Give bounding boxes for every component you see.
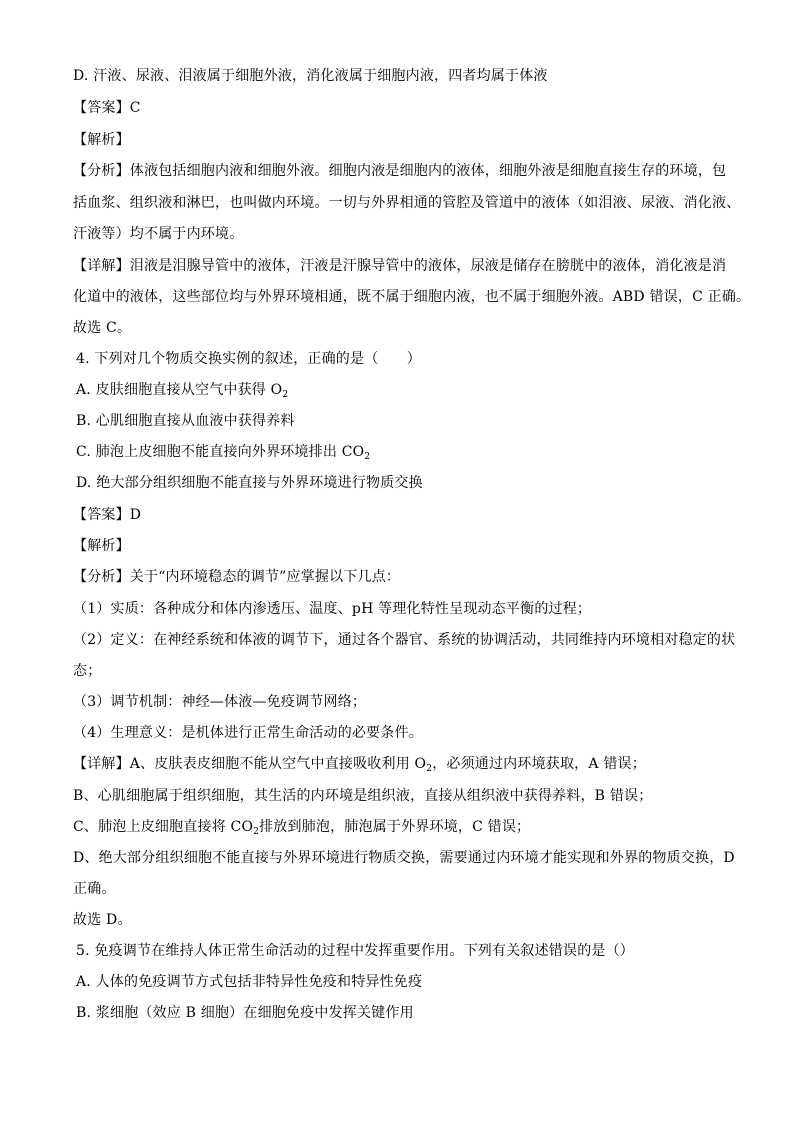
analysis-heading: 【解析】: [73, 132, 130, 148]
analysis-point-2: （2）定义：在神经系统和体液的调节下，通过各个器官、系统的协调活动，共同维持内环境相对稳定的状: [73, 632, 736, 648]
analysis-point-2-cont: 态；: [73, 663, 102, 679]
subscript: 2: [282, 390, 289, 400]
detail-text-head: 【详解】A、皮肤表皮细胞不能从空气中直接吸收利用 O: [73, 756, 427, 772]
option-d-line: D. 绝大部分组织细胞不能直接与外界环境进行物质交换: [76, 475, 423, 491]
answer-label: 【答案】C: [73, 100, 141, 116]
option-text: A. 皮肤细胞直接从空气中获得 O: [76, 382, 283, 398]
detail-text: D、绝大部分组织细胞不能直接与外界环境进行物质交换，需要通过内环境才能实现和外界的物质交换，D: [73, 850, 735, 866]
option-c-line: [76, 443, 726, 461]
analysis-text: 【分析】关于“内环境稳态的调节”应掌握以下几点：: [73, 569, 401, 585]
detail-text-head: C、肺泡上皮细胞直接将 CO: [73, 819, 254, 835]
detail-text-tail: 排放到肺泡，肺泡属于外界环境，C 错误；: [259, 819, 531, 835]
answer-label: 【答案】D: [73, 507, 142, 523]
analysis-point-3: （3）调节机制：神经—体液—免疫调节网络；: [73, 694, 367, 710]
analysis-heading: 【解析】: [73, 538, 130, 554]
question-4-stem: 4. 下列对几个物质交换实例的叙述，正确的是（ ）: [76, 351, 422, 367]
detail-text: [73, 818, 723, 836]
analysis-point-4: （4）生理意义：是机体进行正常生命活动的必要条件。: [73, 725, 423, 741]
detail-text: 正确。: [73, 881, 116, 897]
analysis-text: 【分析】体液包括细胞内液和细胞外液。细胞内液是细胞内的液体，细胞外液是细胞直接生存的环境，包: [73, 163, 727, 179]
conclusion-text: 故选 C。: [73, 320, 132, 336]
detail-text-tail: ，必须通过内环境获取，A 错误；: [432, 756, 646, 772]
detail-text: 化道中的液体，这些部位均与外界环境相通，既不属于细胞内液，也不属于细胞外液。ABD 错误，C 正确。: [73, 289, 751, 305]
subscript: 2: [426, 764, 433, 774]
option-d-line: D. 汗液、尿液、泪液属于细胞外液，消化液属于细胞内液，四者均属于体液: [73, 68, 548, 84]
analysis-text: 汗液等）均不属于内环境。: [73, 226, 244, 242]
option-a-line: A. 人体的免疫调节方式包括非特异性免疫和特异性免疫: [76, 974, 423, 990]
detail-text: 【详解】泪液是泪腺导管中的液体，汗液是汗腺导管中的液体，尿液是储存在膀胱中的液体，消化液是消: [73, 258, 727, 274]
detail-text: B、心肌细胞属于组织细胞，其生活的内环境是组织液，直接从组织液中获得养料，B 错误；: [73, 788, 653, 804]
option-a-line: [76, 381, 726, 399]
subscript: 2: [364, 452, 371, 462]
analysis-point-1: （1）实质：各种成分和体内渗透压、温度、pH 等理化特性呈现动态平衡的过程；: [73, 601, 592, 617]
option-b-line: B. 浆细胞（效应 B 细胞）在细胞免疫中发挥关键作用: [76, 1005, 414, 1021]
subscript: 2: [253, 827, 260, 837]
conclusion-text: 故选 D。: [73, 912, 132, 928]
question-5-stem: 5. 免疫调节在维持人体正常生命活动的过程中发挥重要作用。下列有关叙述错误的是（）: [76, 943, 635, 959]
option-text: C. 肺泡上皮细胞不能直接向外界环境排出 CO: [76, 444, 365, 460]
option-b-line: B. 心肌细胞直接从血液中获得养料: [76, 413, 295, 429]
detail-text: [73, 755, 723, 773]
analysis-text: 括血浆、组织液和淋巴，也叫做内环境。一切与外界相通的管腔及管道中的液体（如泪液、尿液、消化液、: [73, 195, 741, 211]
